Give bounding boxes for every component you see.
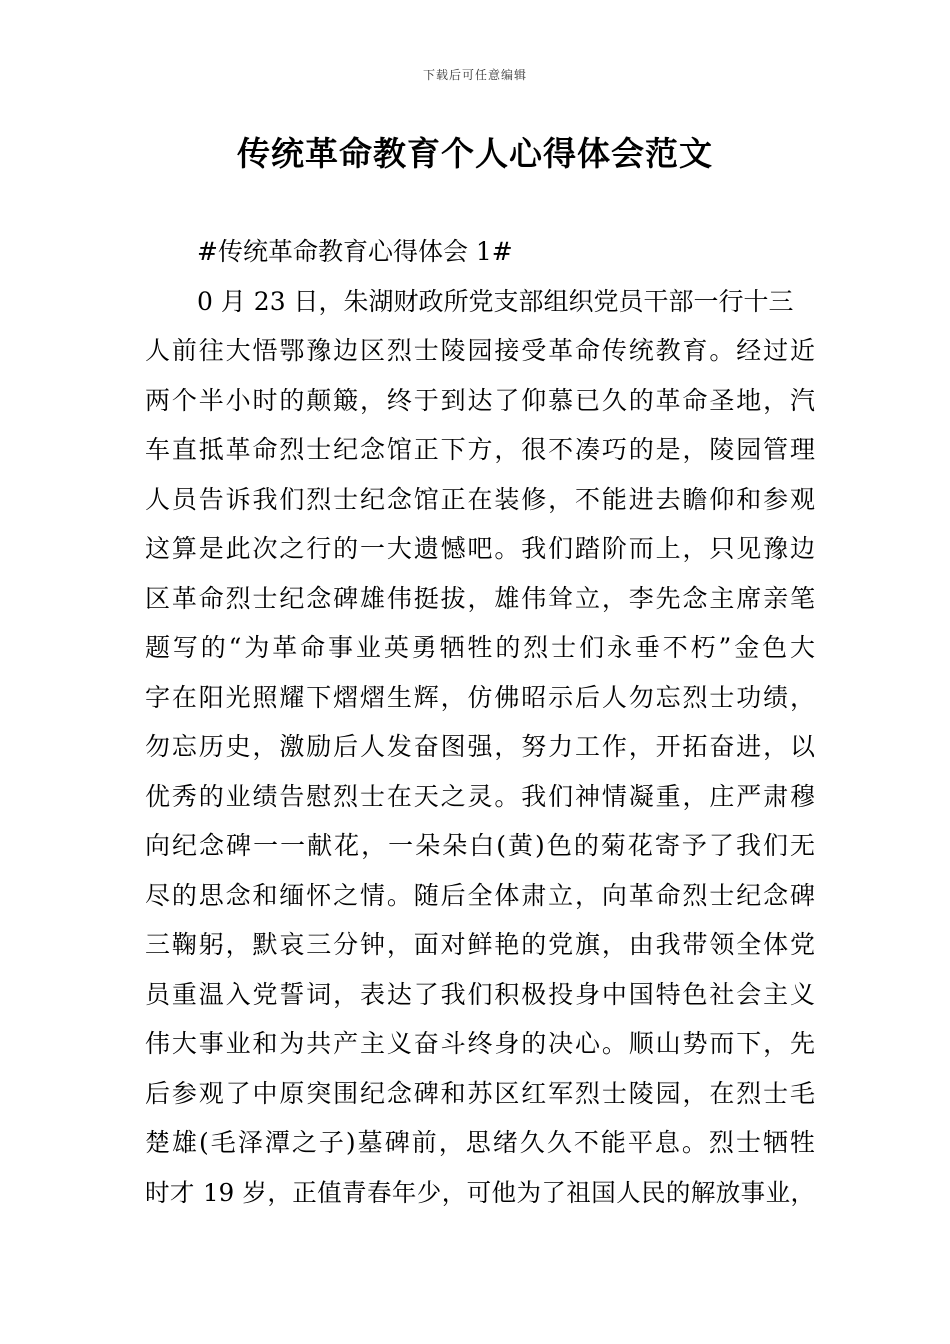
paragraph-line: 这算是此次之行的一大遗憾吧。我们踏阶而上，只见豫边 bbox=[145, 534, 815, 563]
paragraph-line: 人前往大悟鄂豫边区烈士陵园接受革命传统教育。经过近 bbox=[145, 336, 815, 365]
section-heading: #传统革命教育心得体会 1# bbox=[197, 237, 513, 266]
paragraph-line: 伟大事业和为共产主义奋斗终身的决心。顺山势而下，先 bbox=[145, 1029, 815, 1058]
document-title: 传统革命教育个人心得体会范文 bbox=[237, 134, 713, 173]
paragraph-line: 勿忘历史，激励后人发奋图强，努力工作，开拓奋进，以 bbox=[145, 732, 815, 761]
header-note: 下载后可任意编辑 bbox=[422, 68, 527, 82]
paragraph-line: 优秀的业绩告慰烈士在天之灵。我们神情凝重，庄严肃穆 bbox=[145, 781, 815, 811]
paragraph-line: 三鞠躬，默哀三分钟，面对鲜艳的党旗，由我带领全体党 bbox=[145, 930, 815, 959]
paragraph-line: 楚雄(毛泽潭之子)墓碑前，思绪久久不能平息。烈士牺牲 bbox=[145, 1128, 815, 1157]
paragraph-line: 题写的“为革命事业英勇牺牲的烈士们永垂不朽”金色大 bbox=[145, 633, 815, 662]
paragraph-line: 员重温入党誓词，表达了我们积极投身中国特色社会主义 bbox=[145, 979, 815, 1009]
paragraph-line: 车直抵革命烈士纪念馆正下方，很不凑巧的是，陵园管理 bbox=[145, 435, 815, 464]
paragraph-line: 人员告诉我们烈士纪念馆正在装修，不能进去瞻仰和参观 bbox=[145, 484, 815, 514]
paragraph-line: 后参观了中原突围纪念碑和苏区红军烈士陵园，在烈士毛 bbox=[145, 1078, 815, 1108]
paragraph-line: 两个半小时的颠簸，终于到达了仰慕已久的革命圣地，汽 bbox=[145, 385, 815, 415]
paragraph-line: 区革命烈士纪念碑雄伟挺拔，雄伟耸立，李先念主席亲笔 bbox=[145, 583, 815, 613]
paragraph-line: 字在阳光照耀下熠熠生辉，仿佛昭示后人勿忘烈士功绩， bbox=[145, 682, 815, 712]
paragraph-line: 时才 19 岁，正值青春年少，可他为了祖国人民的解放事业， bbox=[145, 1177, 815, 1207]
document-body bbox=[145, 227, 815, 1217]
paragraph-line: 0 月 23 日，朱湖财政所党支部组织党员干部一行十三 bbox=[197, 286, 794, 316]
paragraph-line: 向纪念碑一一献花，一朵朵白(黄)色的菊花寄予了我们无 bbox=[145, 831, 815, 860]
paragraph-line: 尽的思念和缅怀之情。随后全体肃立，向革命烈士纪念碑 bbox=[145, 880, 815, 910]
